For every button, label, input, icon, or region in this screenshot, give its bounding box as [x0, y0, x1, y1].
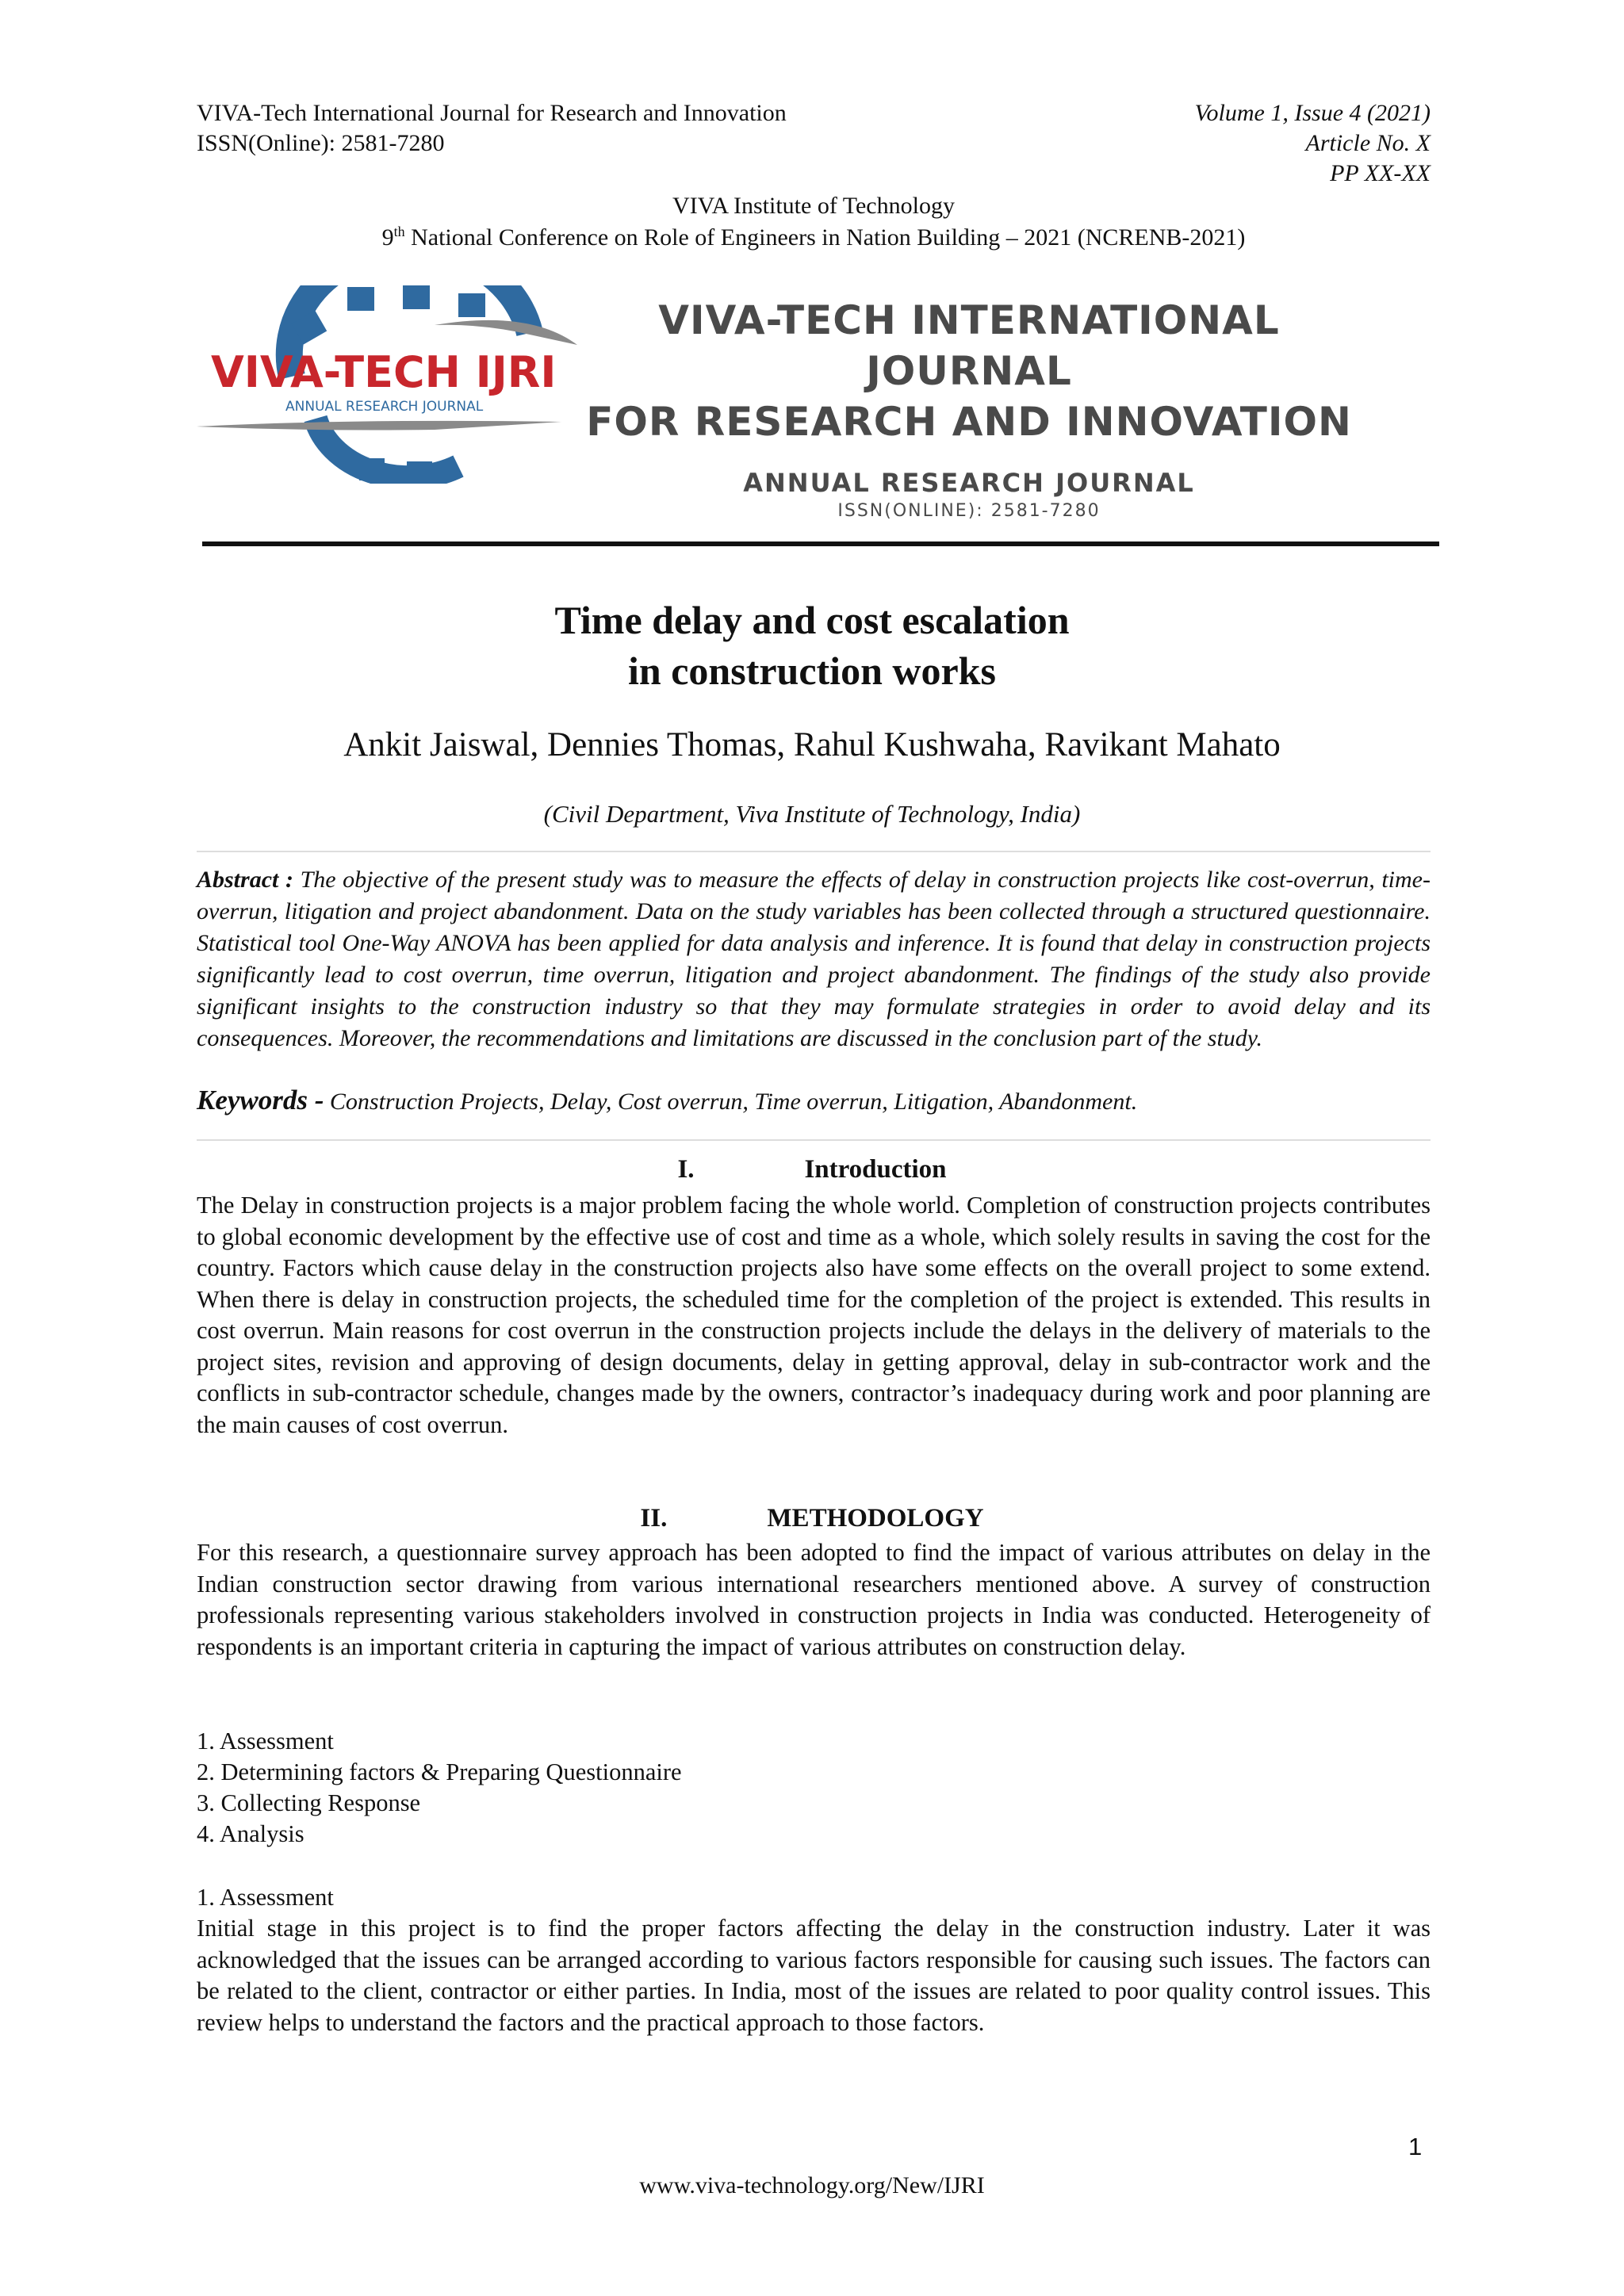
- section-number: I.: [677, 1155, 695, 1184]
- list-item: 3. Collecting Response: [197, 1789, 421, 1816]
- keywords: [197, 1085, 1431, 1118]
- logo-text: VIVA-TECH IJRI: [211, 347, 557, 397]
- conference-title: National Conference on Role of Engineers in Nation Building – 2021 (NCRENB-2021): [404, 224, 1246, 251]
- abstract-text: The objective of the present study was to measure the effects of delay in construction projects like cost-overrun, time-overrun, litigation and project abandonment. Data on the study variables has been collected through a structured questionnaire. Statistical tool One-Way ANOVA has been applied for data analysis and inference. It is found that delay in construction projects significantly lead to cost overrun, time overrun, litigation and project abandonment. The findings of the study also provide significant insights to the construction industry so that they may formulate strategies in order to avoid delay and its consequences. Moreover, the recommendations and limitations are discussed in the conclusion part of the study.: [197, 867, 1431, 1051]
- swoosh-lower: [197, 421, 561, 430]
- abstract-divider-bottom: [197, 1139, 1431, 1141]
- journal-logo: [197, 285, 593, 484]
- volume-issue: Volume 1, Issue 4 (2021): [1194, 100, 1431, 126]
- authors: Ankit Jaiswal, Dennies Thomas, Rahul Kushwaha, Ravikant Mahato: [343, 726, 1281, 763]
- abstract: [197, 864, 1431, 1054]
- brand-line-2: FOR RESEARCH AND INNOVATION: [586, 399, 1352, 445]
- institute-name: VIVA Institute of Technology: [672, 193, 955, 219]
- section-heading-methodology: [0, 1504, 1624, 1533]
- article-number: Article No. X: [1305, 130, 1431, 156]
- brand-subtitle: ANNUAL RESEARCH JOURNAL: [743, 468, 1195, 498]
- journal-issn: ISSN(Online): 2581-7280: [197, 130, 445, 156]
- keywords-label: Keywords -: [197, 1085, 324, 1115]
- page-range: PP XX-XX: [1330, 160, 1431, 186]
- section-heading-introduction: [0, 1155, 1624, 1184]
- conference-name: [197, 222, 1431, 254]
- conference-ordinal-suffix: th: [393, 224, 405, 239]
- title-line-1: Time delay and cost escalation: [554, 598, 1070, 642]
- article-title: [0, 595, 1624, 696]
- subsection-heading-assessment: 1. Assessment: [197, 1884, 334, 1911]
- abstract-label: Abstract :: [197, 867, 293, 893]
- header-left: [197, 98, 787, 159]
- header-divider: [202, 541, 1439, 546]
- list-item: 4. Analysis: [197, 1820, 304, 1847]
- brand-line-1: VIVA-TECH INTERNATIONAL JOURNAL: [658, 297, 1280, 394]
- conference-header: [197, 190, 1431, 254]
- brand-issn: ISSN(ONLINE): 2581-7280: [837, 501, 1101, 521]
- assessment-paragraph: Initial stage in this project is to find the proper factors affecting the delay in the construction industry. Later it was acknowledged that the issues can be arranged according to various factors responsible for causing such issues. The factors can be related to the client, contractor or either parties. In India, most of the issues are related to poor quality control issues. This review helps to understand the factors and the practical approach to those factors.: [197, 1915, 1431, 2036]
- list-item: 2. Determining factors & Preparing Questionnaire: [197, 1758, 682, 1785]
- affiliation: (Civil Department, Viva Institute of Technology, India): [543, 800, 1081, 828]
- swoosh-upper: [435, 320, 577, 345]
- section-title: METHODOLOGY: [767, 1504, 984, 1533]
- title-line-2: in construction works: [628, 649, 996, 693]
- section-title: Introduction: [804, 1155, 947, 1184]
- keywords-text: Construction Projects, Delay, Cost overrun, Time overrun, Litigation, Abandonment.: [329, 1089, 1138, 1115]
- introduction-paragraph: The Delay in construction projects is a major problem facing the whole world. Completion of construction projects contributes to global economic development by the effective use of cost and time as a whole, which solely results in saving the cost for the country. Factors which cause delay in the construction projects also have some effects on the overall project to some extend. When there is delay in construction projects, the scheduled time for the completion of the project is extended. This results in cost overrun. Main reasons for cost overrun in the construction projects include the delays in the delivery of materials to the project sites, revision and approving of design documents, delay in getting approval, delay in sub-contractor work and the conflicts in sub-contractor schedule, changes made by the owners, contractor’s inadequacy during work and poor planning are the main causes of cost overrun.: [197, 1192, 1431, 1438]
- section-number: II.: [640, 1504, 668, 1533]
- journal-brand: [580, 295, 1358, 521]
- abstract-divider-top: [197, 851, 1431, 852]
- journal-name: VIVA-Tech International Journal for Research and Innovation: [197, 100, 787, 126]
- conference-ordinal: 9: [381, 224, 394, 251]
- header-right: [1195, 98, 1431, 189]
- footer-url: www.viva-technology.org/New/IJRI: [639, 2172, 985, 2198]
- logo-subtext: ANNUAL RESEARCH JOURNAL: [285, 399, 484, 415]
- list-item: 1. Assessment: [197, 1728, 334, 1755]
- page-number: 1: [1408, 2133, 1423, 2160]
- methodology-paragraph: For this research, a questionnaire survey approach has been adopted to find the impact of various attributes on delay in the Indian construction sector drawing from various international researchers mentioned above. A survey of construction professionals representing various stakeholders involved in construction projects in India was conducted. Heterogeneity of respondents is an important criteria in capturing the impact of various attributes on construction delay.: [197, 1539, 1431, 1660]
